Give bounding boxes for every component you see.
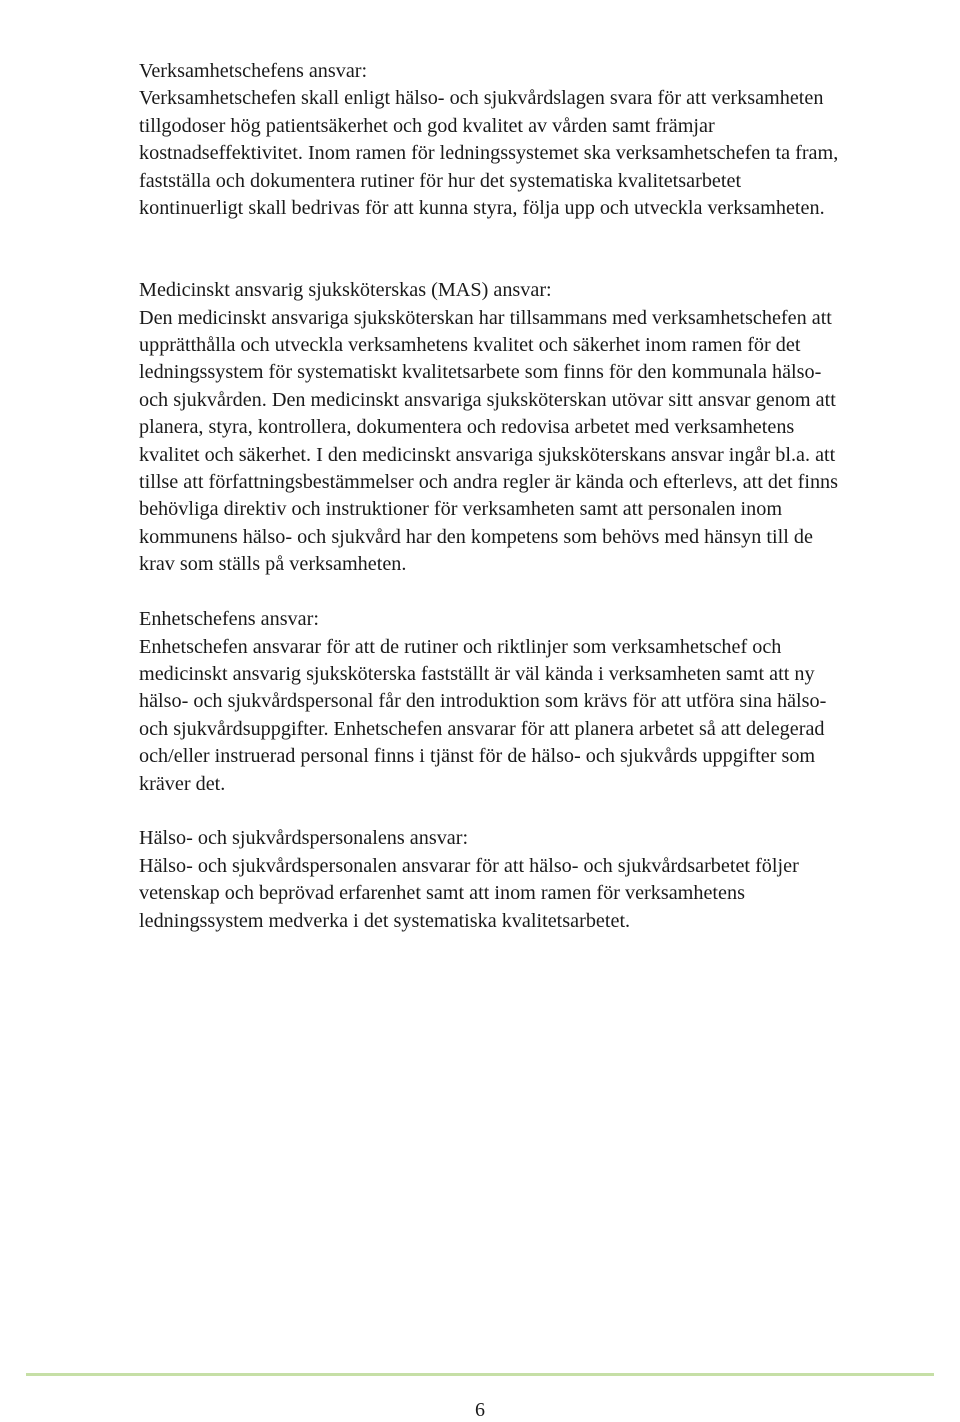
section-body: Hälso- och sjukvårdspersonalen ansvarar för att hälso- och sjukvårdsarbetet följer vetenskap och beprövad erfarenhet samt att inom ramen för verksamhetens ledningssystem medverka i det systematiska kvalitetsarbetet. bbox=[139, 854, 799, 932]
section-body: Den medicinskt ansvariga sjuksköterskan har tillsammans med verksamhetschefen att upprätthålla och utveckla verksamhetens kvalitet och säkerhet inom ramen för det ledningssystem för systematiskt kvalitetsarbete som finns för den kommunala hälso- och sjukvården. Den medicinskt ansvariga sjuksköterskan utövar sitt ansvar genom att planera, styra, kontrollera, dokumentera och redovisa arbetet med verksamhetens kvalitet och säkerhet. I den medicinskt ansvariga sjuksköterskans ansvar ingår bl.a. att tillse att författningsbestämmelser och andra regler är kända och efterlevs, att det finns behövliga direktiv och instruktioner för verksamheten samt att personalen inom kommunens hälso- och sjukvård har den kompetens som behövs med hänsyn till de krav som ställs på verksamheten. bbox=[139, 306, 839, 576]
section-heading: Medicinskt ansvarig sjuksköterskas (MAS) ansvar: bbox=[139, 279, 552, 302]
page-content bbox=[139, 58, 839, 935]
section-mas bbox=[139, 277, 839, 578]
footer-divider bbox=[26, 1373, 934, 1376]
section-heading: Verksamhetschefens ansvar: bbox=[139, 60, 368, 82]
section-body: Verksamhetschefen skall enligt hälso- och sjukvårdslagen svara för att verksamheten tillgodoser hög patientsäkerhet och god kvalitet av vården samt främjar kostnadseffektivitet. Inom ramen för ledningssystemet ska verksamhetschefen ta fram, fastställa och dokumentera rutiner för hur det systematiska kvalitetsarbetet kontinuerligt skall bedrivas för att kunna styra, följa upp och utveckla verksamheten. bbox=[139, 87, 839, 220]
section-body: Enhetschefen ansvarar för att de rutiner och riktlinjer som verksamhetschef och medicinskt ansvarig sjuksköterska fastställt är väl kända i verksamheten samt att ny hälso- och sjukvårdspersonal får den introduktion som krävs för att utföra sina hälso- och sjukvårdsuppgifter. Enhetschefen ansvarar för att planera arbetet så att delegerad och/eller instruerad personal finns i tjänst för de hälso- och sjukvårds uppgifter som kräver det. bbox=[139, 635, 827, 795]
section-heading: Enhetschefens ansvar: bbox=[139, 608, 319, 631]
section-verksamhetschef bbox=[139, 58, 839, 222]
section-heading: Hälso- och sjukvårdspersonalens ansvar: bbox=[139, 827, 469, 850]
page-number: 6 bbox=[475, 1399, 485, 1421]
section-enhetschef bbox=[139, 606, 839, 798]
section-personal bbox=[139, 825, 839, 935]
